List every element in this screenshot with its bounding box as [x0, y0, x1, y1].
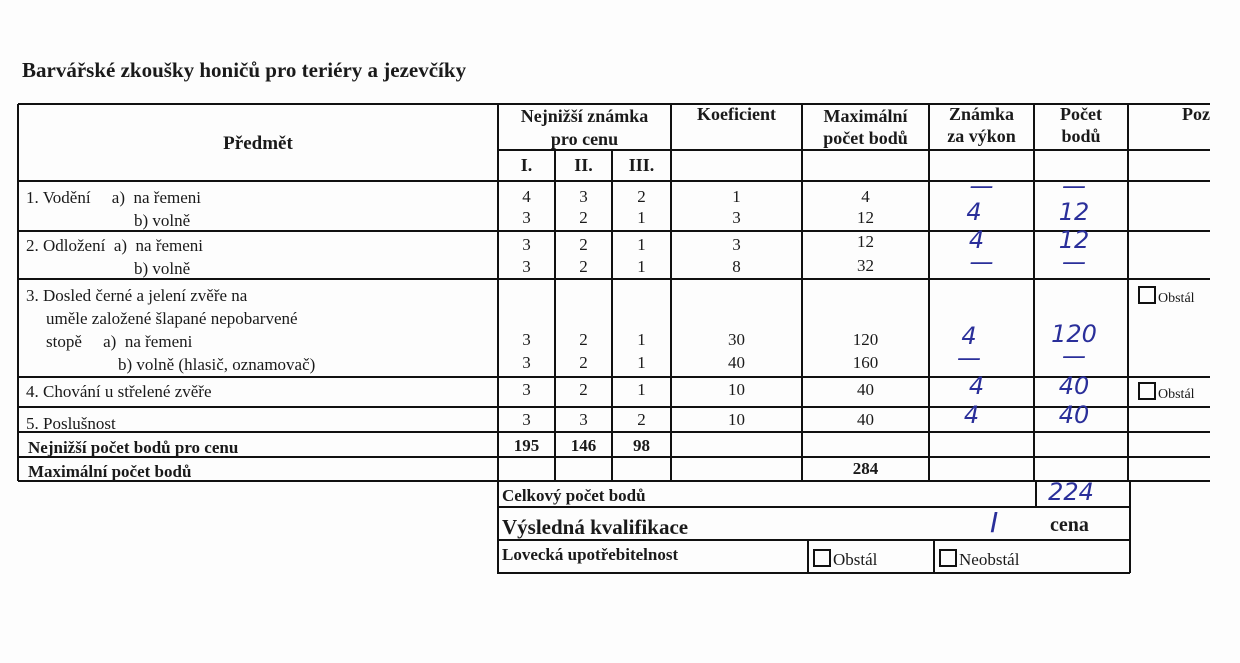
min-row-g1: 195 — [513, 436, 540, 455]
header-nejnizsi-line2: pro cenu — [550, 129, 619, 149]
row3-obstal-checkbox[interactable] — [1138, 286, 1195, 309]
row2-g3-a: 1 — [637, 235, 646, 254]
row1-znamka-a[interactable]: — — [969, 172, 994, 200]
row1-body-b[interactable]: 12 — [1058, 198, 1090, 226]
cena-label: cena — [1050, 514, 1089, 536]
row5-g2: 3 — [579, 410, 588, 429]
min-row-g2: 146 — [570, 436, 597, 455]
min-row-label: Nejnižší počet bodů pro cenu — [28, 438, 239, 457]
row1-g3-b: 1 — [637, 208, 646, 227]
checkbox-icon — [1138, 286, 1156, 304]
row1-g1-a: 4 — [522, 187, 531, 206]
row3-znamka-a[interactable]: 4 — [961, 322, 977, 350]
row1-koef-b: 3 — [732, 208, 741, 227]
row3-znamka-b[interactable]: — — [957, 344, 981, 372]
row4-znamka[interactable]: 4 — [968, 372, 985, 400]
min-row-g3: 98 — [633, 436, 650, 455]
header-koeficient: Koeficient — [697, 104, 776, 124]
row1-znamka-b[interactable]: 4 — [966, 198, 982, 226]
header-nejnizsi-line1: Nejnižší známka — [520, 106, 649, 126]
row5-label: 5. Poslušnost — [26, 414, 116, 433]
row4-body[interactable]: 40 — [1058, 372, 1090, 400]
row4-obstal-label: Obstál — [1158, 387, 1195, 402]
row2-g2-b: 2 — [579, 257, 588, 276]
row3-koef-b: 40 — [728, 353, 745, 372]
row1-g2-a: 3 — [579, 187, 588, 206]
row4-label: 4. Chování u střelené zvěře — [26, 382, 212, 401]
row4-koef: 10 — [728, 380, 745, 399]
row5-koef: 10 — [728, 410, 745, 429]
row4-g3: 1 — [637, 380, 646, 399]
row3-g1-a: 3 — [522, 330, 531, 349]
celkovy-label: Celkový počet bodů — [502, 486, 646, 505]
form-title: Barvářské zkoušky honičů pro teriéry a jezevčíky — [22, 58, 467, 82]
row3-g3-a: 1 — [637, 330, 646, 349]
row3-body-a[interactable]: 120 — [1051, 320, 1097, 348]
header-predmet: Předmět — [223, 133, 293, 154]
row5-max: 40 — [857, 410, 874, 429]
row2-g1-b: 3 — [522, 257, 531, 276]
celkovy-value[interactable]: 224 — [1048, 478, 1094, 506]
row2-g2-a: 2 — [579, 235, 588, 254]
row4-max: 40 — [857, 380, 874, 399]
row1-g1-b: 3 — [522, 208, 531, 227]
checkbox-icon — [1138, 382, 1156, 400]
header-maximalni-line1: Maximální — [823, 106, 908, 126]
row2-max-b: 32 — [857, 256, 874, 275]
vysledna-label: Výsledná kvalifikace — [502, 515, 689, 539]
header-grade-3: III. — [628, 155, 655, 175]
row2-znamka-b[interactable]: — — [969, 248, 994, 276]
lovecka-obstal-label: Obstál — [833, 550, 878, 569]
row1-max-b: 12 — [857, 208, 874, 227]
row2-max-a: 12 — [857, 232, 874, 251]
row3-obstal-label: Obstál — [1158, 291, 1195, 306]
row2-koef-a: 3 — [732, 235, 741, 254]
row5-body[interactable]: 40 — [1058, 401, 1090, 429]
row3-g1-b: 3 — [522, 353, 531, 372]
row2-body-b[interactable]: — — [1062, 248, 1086, 276]
row1-koef-a: 1 — [732, 187, 741, 206]
checkbox-icon — [813, 549, 831, 567]
header-grade-1: I. — [520, 155, 533, 175]
row1-body-a[interactable]: — — [1062, 172, 1086, 200]
row3-label-4: b) volně (hlasič, oznamovač) — [118, 355, 316, 374]
max-row-label: Maximální počet bodů — [28, 462, 192, 481]
row2-g1-a: 3 — [522, 235, 531, 254]
row2-body-a[interactable]: 12 — [1058, 226, 1090, 254]
row3-label-2: uměle založené šlapané nepobarvené — [46, 309, 298, 328]
row3-label-1: 3. Dosled černé a jelení zvěře na — [26, 286, 248, 305]
row4-g2: 2 — [579, 380, 588, 399]
lovecka-neobstal-label: Neobstál — [959, 550, 1020, 569]
checkbox-icon — [939, 549, 957, 567]
row3-koef-a: 30 — [728, 330, 745, 349]
row2-label-b: b) volně — [134, 259, 191, 278]
row2-label-a: 2. Odložení a) na řemeni — [26, 236, 204, 255]
row1-label-a: 1. Vodění a) na řemeni — [26, 188, 201, 207]
row3-g2-a: 2 — [579, 330, 588, 349]
row3-g2-b: 2 — [579, 353, 588, 372]
row2-koef-b: 8 — [732, 257, 741, 276]
header-pocet-line1: Počet — [1060, 104, 1102, 124]
row3-max-a: 120 — [852, 330, 879, 349]
header-znamka-line2: za výkon — [947, 126, 1016, 146]
row3-g3-b: 1 — [637, 353, 646, 372]
row5-g3: 2 — [637, 410, 646, 429]
row5-g1: 3 — [522, 410, 531, 429]
row1-g3-a: 2 — [637, 187, 646, 206]
row1-max-a: 4 — [861, 187, 870, 206]
header-znamka-line1: Známka — [948, 104, 1015, 124]
header-maximalni-line2: počet bodů — [823, 128, 908, 148]
lovecka-neobstal-checkbox[interactable] — [939, 549, 1019, 570]
lovecka-label: Lovecká upotřebitelnost — [502, 545, 679, 564]
vysledna-value[interactable]: I — [990, 506, 999, 539]
row5-znamka[interactable]: 4 — [963, 401, 980, 429]
row3-label-3: stopě a) na řemeni — [46, 332, 193, 351]
header-poz: Poz — [1182, 104, 1210, 124]
header-grade-2: II. — [574, 155, 593, 175]
header-pocet-line2: bodů — [1061, 126, 1101, 146]
row2-znamka-a[interactable]: 4 — [968, 226, 985, 254]
row3-body-b[interactable]: — — [1062, 342, 1086, 370]
row1-label-b: b) volně — [134, 211, 191, 230]
row4-obstal-checkbox[interactable] — [1138, 382, 1195, 405]
row4-g1: 3 — [522, 380, 531, 399]
max-row-value: 284 — [852, 459, 879, 478]
row3-max-b: 160 — [852, 353, 879, 372]
row1-g2-b: 2 — [579, 208, 588, 227]
lovecka-obstal-checkbox[interactable] — [813, 549, 877, 570]
row2-g3-b: 1 — [637, 257, 646, 276]
